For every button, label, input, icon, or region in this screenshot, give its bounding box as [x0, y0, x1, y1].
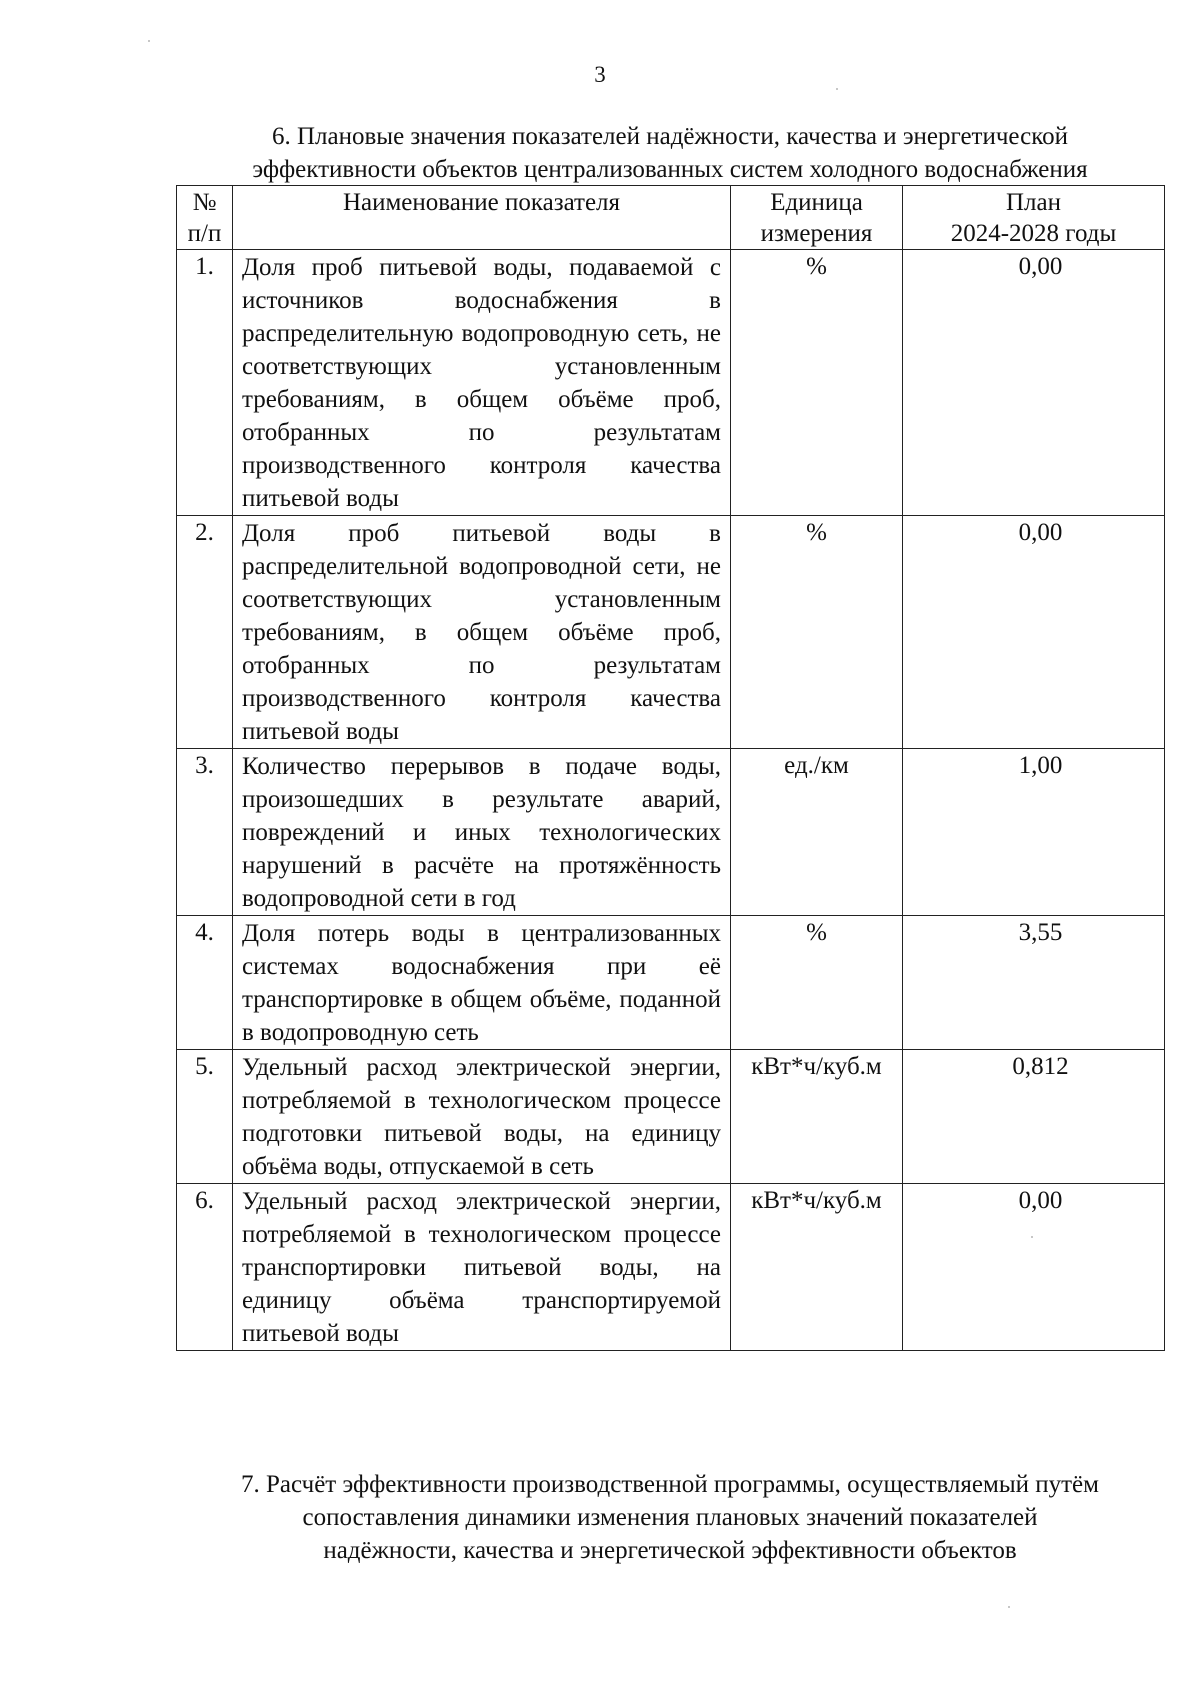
row-unit: %	[731, 516, 903, 749]
row-plan-value: 0,00	[903, 1184, 1165, 1351]
header-num	[177, 186, 233, 250]
row-plan-value: 0,00	[903, 516, 1165, 749]
row-indicator-name: Количество перерывов в подаче воды, произошедших в результате аварий, повреждений и иных технологических нарушений в расчёте на протяжённость водопроводной сети в год	[233, 749, 731, 916]
header-unit-line-2: измерения	[760, 220, 873, 247]
row-num: 2.	[177, 516, 233, 749]
row-unit: ед./км	[731, 749, 903, 916]
row-plan-value: 1,00	[903, 749, 1165, 916]
section-7-title-line-1: 7. Расчёт эффективности производственной программы, осуществляемый путём	[241, 1471, 1099, 1498]
indicators-table	[176, 185, 1165, 1351]
section-6-title-line-1: 6. Плановые значения показателей надёжности, качества и энергетической	[271, 123, 1069, 150]
scan-speck	[836, 88, 838, 90]
table-row	[177, 250, 1165, 516]
row-indicator-name: Удельный расход электрической энергии, потребляемой в технологическом процессе транспортировки питьевой воды, на единицу объёма транспортируемой питьевой воды	[233, 1184, 731, 1351]
row-unit: кВт*ч/куб.м	[731, 1184, 903, 1351]
header-num-line-2: п/п	[187, 220, 222, 247]
row-unit: %	[731, 916, 903, 1050]
row-plan-value: 0,812	[903, 1050, 1165, 1184]
row-indicator-name: Доля проб питьевой воды, подаваемой с источников водоснабжения в распределительную водопроводную сеть, не соответствующих установленным требованиям, в общем объёме проб, отобранных по результатам производственного контроля качества питьевой воды	[233, 250, 731, 516]
row-num: 1.	[177, 250, 233, 516]
row-indicator-name: Доля потерь воды в централизованных системах водоснабжения при её транспортировке в общем объёме, поданной в водопроводную сеть	[233, 916, 731, 1050]
row-indicator-name: Удельный расход электрической энергии, потребляемой в технологическом процессе подготовки питьевой воды, на единицу объёма воды, отпускаемой в сеть	[233, 1050, 731, 1184]
row-unit: кВт*ч/куб.м	[731, 1050, 903, 1184]
header-num-line-1: №	[192, 189, 217, 216]
row-plan-value: 0,00	[903, 250, 1165, 516]
page-number: 3	[594, 62, 606, 87]
row-num: 6.	[177, 1184, 233, 1351]
table-row	[177, 516, 1165, 749]
section-7-title-line-3: надёжности, качества и энергетической эффективности объектов	[323, 1537, 1017, 1564]
section-7-title-line-2: сопоставления динамики изменения плановых значений показателей	[302, 1504, 1038, 1531]
row-num: 3.	[177, 749, 233, 916]
row-num: 5.	[177, 1050, 233, 1184]
row-indicator-name: Доля проб питьевой воды в распределительной водопроводной сети, не соответствующих установленным требованиям, в общем объёме проб, отобранных по результатам производственного контроля качества питьевой воды	[233, 516, 731, 749]
table-row	[177, 916, 1165, 1050]
scan-speck	[1008, 1606, 1010, 1608]
header-plan	[903, 186, 1165, 250]
row-num: 4.	[177, 916, 233, 1050]
row-plan-value: 3,55	[903, 916, 1165, 1050]
section-6-title	[175, 120, 1165, 186]
table-row	[177, 1050, 1165, 1184]
section-7-title	[175, 1468, 1165, 1567]
header-unit	[731, 186, 903, 250]
header-unit-line-1: Единица	[770, 189, 863, 216]
header-plan-line-1: План	[1005, 189, 1061, 216]
table-row	[177, 749, 1165, 916]
row-unit: %	[731, 250, 903, 516]
header-name: Наименование показателя	[233, 186, 731, 250]
table-row	[177, 1184, 1165, 1351]
scan-speck	[1031, 1236, 1033, 1238]
section-6-title-line-2: эффективности объектов централизованных систем холодного водоснабжения	[252, 156, 1088, 183]
scan-speck	[148, 40, 150, 42]
table-header-row	[177, 186, 1165, 250]
header-plan-line-2: 2024-2028 годы	[950, 220, 1117, 247]
